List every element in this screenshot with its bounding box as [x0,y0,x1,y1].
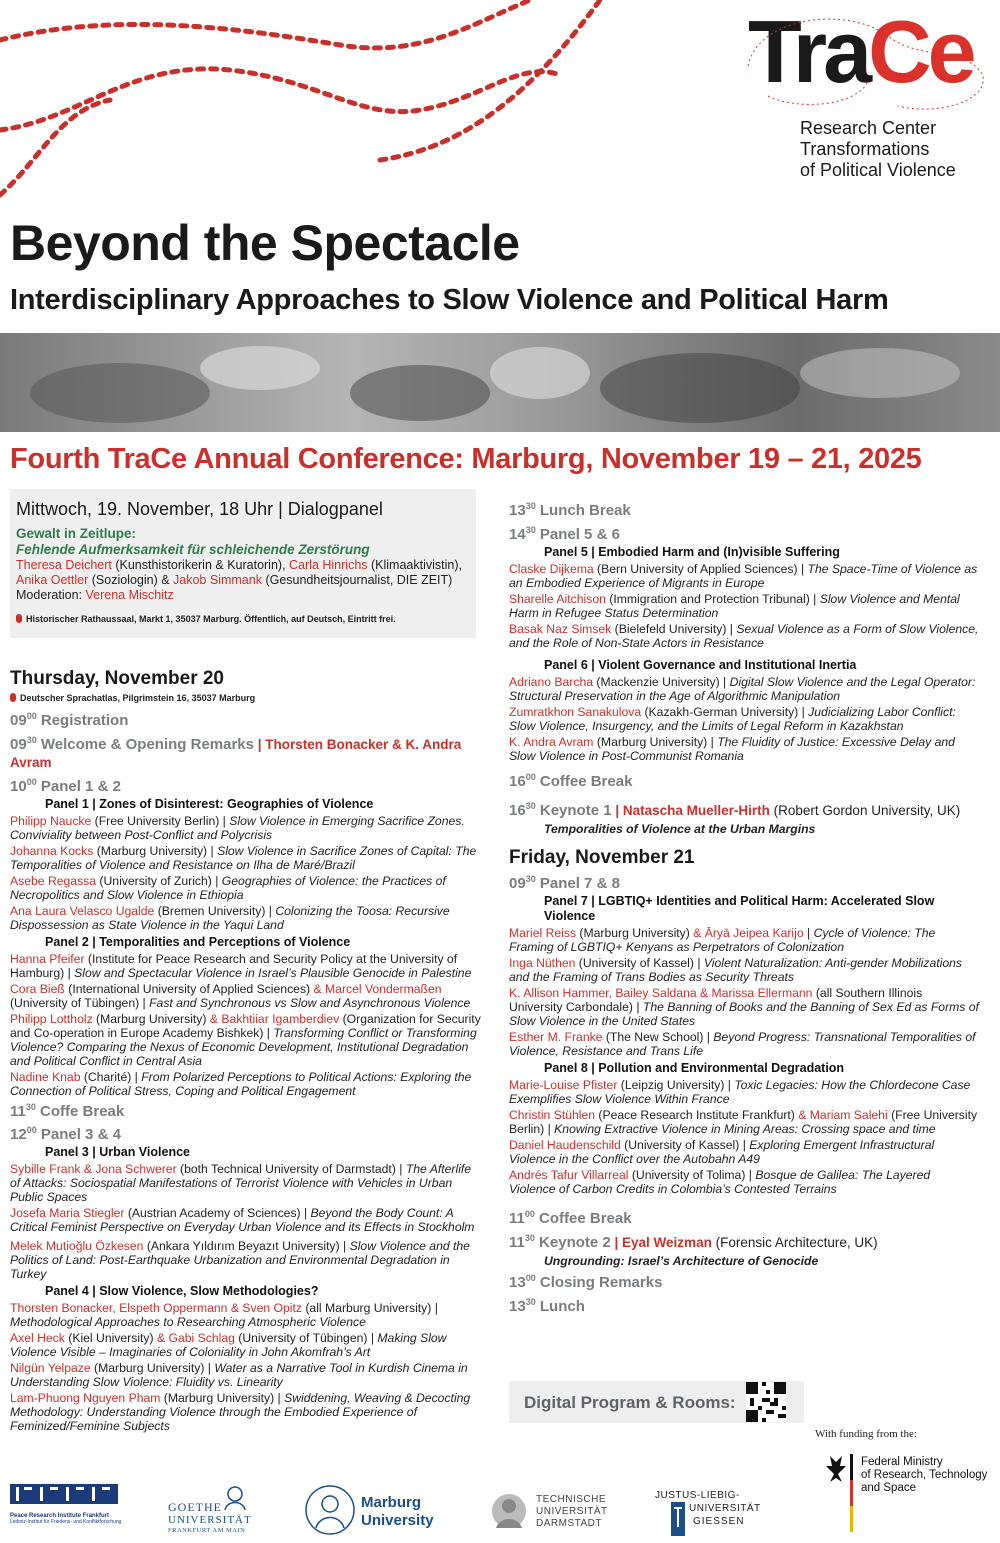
banner-photo [0,333,1000,432]
qr-code-icon[interactable] [746,1382,786,1422]
logo-sub-line: Transformations [800,139,930,159]
talk-item: Josefa Maria Stiegler (Austrian Academy of Sciences) | Beyond the Body Count: A Critical Feminist Perspective on Everyday Urban Violence and its Effects in Stockholm [10,1206,475,1234]
logo-ce: Ce [868,2,973,101]
talk-item: Basak Naz Simsek (Bielefeld University) | Sexual Violence as a Form of Slow Violence, and the Role of Non-State Actors in Resistance [509,622,979,650]
logo-subtitle [800,118,990,181]
goethe-portrait-icon [222,1484,248,1510]
dialogpanel-moderation: Moderation: Verena Mischitz [16,588,174,602]
federal-eagle-icon [818,1452,856,1532]
dialogpanel-topic-sub: Fehlende Aufmerksamkeit für schleichende Zerstörung [16,542,370,557]
panel-title: Panel 5 | Embodied Harm and (In)visible Suffering [544,545,840,559]
goethe-logo: GOETHE UNIVERSITÄT FRANKFURT AM MAIN [168,1478,258,1538]
marburg-logo: Marburg University [304,1478,444,1538]
tu-darmstadt-emblem-icon [490,1490,528,1532]
talk-item: K. Andra Avram (Marburg University) | The Fluidity of Justice: Excessive Delay and Slow Violence in Post-Communist Romania [509,735,955,763]
slot-panel-1-2: $10^{00}$ Panel 1 & 2 [10,777,121,795]
slot-panel-3-4: $12^{00}$ Panel 3 & 4 [10,1125,121,1143]
talk-item: Claske Dijkema (Bern University of Applied Sciences) | The Space-Time of Violence as an Embodied Experience of Migrants in Europe [509,562,978,590]
digital-program-box [509,1381,804,1423]
conference-headline: Fourth TraCe Annual Conference: Marburg, November 19 – 21, 2025 [10,443,922,475]
talk-item: Thorsten Bonacker, Elspeth Oppermann & Sven Opitz (all Marburg University) | Methodological Approaches to Researching Atmospheric Violence [10,1301,438,1329]
talk-item: Hanna Pfeifer (Institute for Peace Research and Security Policy at the University of Hamburg) | Slow and Spectacular Violence in Israel’s Plausible Genocide in Palestine [10,952,472,980]
talk-item: Philipp Lottholz (Marburg University) & Bakhtiiar Igamberdiev (Organization for Security and Co-operation in Europe Academy Bishkek) | Transforming Conflict or Transforming Violence? Comparing the Nexus of Economic Development, Institutional Degradation and Political Conflict in Central Asia [10,1012,481,1068]
dialogpanel-speakers: Anika Oettler (Soziologin) & Jakob Simmank (Gesundheitsjournalist, DIE ZEIT) [16,573,453,587]
day-heading: Thursday, November 20 [10,668,225,689]
talk-item: Inga Nüthen (University of Kassel) | Violent Naturalization: Anti-gender Mobilizations and the Framing of Trans Bodies as Security Threats [509,956,962,984]
slot-coffee-break: $11^{30}$ Coffe Break [10,1102,125,1120]
talk-item: Daniel Haudenschild (University of Kassel) | Exploring Emergent Infrastructural Violence in the Conflict over the Autobahn A49 [509,1138,935,1166]
panel-title: Panel 7 | LGBTIQ+ Identities and Political Harm: Accelerated Slow Violence [544,894,935,923]
slot-lunch: $13^{30}$ Lunch [509,1297,585,1315]
talk-item: Nilgün Yelpaze (Marburg University) | Water as a Narrative Tool in Kurdish Cinema in Understanding Slow Violence: Fluidity vs. Linearity [10,1361,468,1389]
bmbf-name: Federal Ministry of Research, Technology and Space [861,1456,988,1494]
dialogpanel-topic: Gewalt in Zeitlupe: [16,526,137,541]
location-pin-icon [10,693,16,702]
dialogpanel-location: Historischer Rathaussaal, Markt 1, 35037 Marburg. Öffentlich, auf Deutsch, Eintritt frei. [16,613,470,625]
jlu-emblem-icon [671,1502,685,1536]
dialogpanel-speakers: Theresa Deichert (Kunsthistorikerin & Kuratorin), Carla Hinrichs (Klimaaktivistin), [16,558,462,572]
panel-title: Panel 2 | Temporalities and Perceptions of Violence [45,935,351,949]
talk-item: Melek Mutioğlu Özkesen (Ankara Yıldırım Beyazıt University) | Slow Violence and the Politics of Land: Post-Earthquake Urbanization and Environmental Degradation in Turkey [10,1239,470,1281]
page-subtitle: Interdisciplinary Approaches to Slow Violence and Political Harm [10,284,889,316]
logo-tr: Tr [748,2,824,101]
talk-item: Cora Bieß (International University of Applied Sciences) & Marcel Vondermaßen (University of Tübingen) | Fast and Synchronous vs Slow and Asynchronous Violence [10,982,471,1010]
logo-a: a [823,2,869,101]
talk-item: Christin Stühlen (Peace Research Institute Frankfurt) & Mariam Salehi (Free University Berlin) | Knowing Extractive Violence in Mining Areas: Crossing space and time [509,1108,978,1136]
slot-welcome: $09^{30}$ Welcome & Opening Remarks | Thorsten Bonacker & K. Andra Avram [10,735,462,770]
dialogpanel-heading: Mittwoch, 19. November, 18 Uhr | Dialogpanel [16,499,383,519]
talk-item: Philipp Naucke (Free University Berlin) | Slow Violence in Emerging Sacrifice Zones. Conviviality between Post-Conflict and Polycrisis [10,814,465,842]
talk-item: Asebe Regassa (University of Zurich) | Geographies of Violence: the Practices of Necropolitics and Slow Violence in Ethiopia [10,874,446,902]
talk-item: Adriano Barcha (Mackenzie University) | Digital Slow Violence and the Legal Operator: Structural Preservation in the Age of Algorithmic Manipulation [509,675,976,703]
panel-title: Panel 8 | Pollution and Environmental Degradation [544,1061,845,1075]
slot-closing-remarks: $13^{00}$ Closing Remarks [509,1273,663,1291]
talk-item: K. Allison Hammer, Bailey Saldana & Marissa Ellermann (all Southern Illinois University Carbondale) | The Banning of Books and the Banning of Sex Ed as Forms of Slow Violence in the United States [509,986,979,1028]
keynote-title: Temporalities of Violence at the Urban Margins [544,822,816,836]
slot-lunch-break: $13^{30}$ Lunch Break [509,501,631,519]
panel-title: Panel 3 | Urban Violence [45,1145,190,1159]
dialogpanel-box [10,489,476,638]
slot-panel-7-8: $09^{30}$ Panel 7 & 8 [509,874,620,892]
day-heading: Friday, November 21 [509,847,695,868]
jlu-giessen-logo: JUSTUS-LIEBIG- UNIVERSITÄT GIESSEN [655,1478,770,1538]
panel-title: Panel 4 | Slow Violence, Slow Methodologies? [45,1284,319,1298]
slot-coffee-break: $16^{00}$ Coffee Break [509,772,633,790]
logo-sub-line: of Political Violence [800,160,956,180]
prif-name: Peace Research Institute Frankfurt [10,1513,110,1519]
talk-item: Esther M. Franke (The New School) | Beyond Progress: Transnational Temporalities of Violence, Resistance and Trans Life [509,1030,976,1058]
thursday-location: Deutscher Sprachatlas, Pilgrimstein 16, 35037 Marburg [10,692,482,704]
panel-title: Panel 1 | Zones of Disinterest: Geographies of Violence [45,797,374,811]
digital-program-label: Digital Program & Rooms: [524,1393,736,1412]
tu-darmstadt-logo: TECHNISCHE UNIVERSITÄT DARMSTADT [490,1478,620,1538]
slot-keynote-1: $16^{30}$ Keynote 1 | Natascha Mueller-Hirth (Robert Gordon University, UK) [509,801,961,819]
talk-item: Zumratkhon Sanakulova (Kazakh-German University) | Judicializing Labor Conflict: Slow Violence, Insurgency, and the Limits of Legal Reform in Kazakhstan [509,705,956,733]
keynote-title: Ungrounding: Israel’s Architecture of Genocide [544,1254,819,1268]
location-pin-icon [16,614,22,623]
talk-item: Sharelle Aitchison (Immigration and Protection Tribunal) | Slow Violence and Mental Harm in Refugee Status Determination [509,592,960,620]
talk-item: Nadine Knab (Charité) | From Polarized Perceptions to Political Actions: Exploring the Connection of Political Stress, Coping and Political Engagement [10,1070,472,1098]
logo-swirl-icon [738,6,988,118]
thursday-schedule [10,668,482,1433]
slot-registration: $09^{00}$ Registration [10,711,129,729]
funding-note: With funding from the: [815,1428,917,1440]
talk-item: Ana Laura Velasco Ugalde (Bremen University) | Colonizing the Toosa: Recursive Dispossession as State Violence in the Yaqui Land [10,904,450,932]
marburg-seal-icon [304,1484,356,1536]
slot-panel-5-6: $14^{30}$ Panel 5 & 6 [509,525,620,543]
slot-keynote-2: $11^{30}$ Keynote 2 | Eyal Weizman (Forensic Architecture, UK) [509,1233,878,1251]
logo-sub-line: Research Center [800,118,937,138]
decorative-dotted-lines [0,0,620,200]
slot-coffee-break: $11^{00}$ Coffee Break [509,1209,632,1227]
talk-item: Marie-Louise Pfister (Leipzig University) | Toxic Legacies: How the Chlordecone Case Exemplifies Slow Violence Within France [509,1078,971,1106]
talk-item: Axel Heck (Kiel University) & Gabi Schlag (University of Tübingen) | Making Slow Violence Visible – Imaginaries of Coloniality in John Akomfrah’s Art [10,1331,447,1359]
panel-title: Panel 6 | Violent Governance and Institutional Inertia [544,658,857,672]
page-title: Beyond the Spectacle [10,215,520,271]
talk-item: Mariel Reiss (Marburg University) & Āryā Jeipea Karijo | Cycle of Violence: The Framing of LGBTIQ+ Kenyans as Perpetrators of Colonization [509,926,936,954]
prif-logo [10,1478,122,1538]
talk-item: Sybille Frank & Jona Schwerer (both Technical University of Darmstadt) | The Afterlife of Attacks: Sociospatial Manifestations of Terrorist Violence with Vehicles in Urban Public Spaces [10,1162,472,1204]
right-schedule [509,498,979,1316]
talk-item: Lam-Phuong Nguyen Pham (Marburg University) | Swiddening, Weaving & Decocting Methodology: Understanding Violence through the Embodied Experience of Feminized/Feminine Subjects [10,1391,471,1433]
talk-item: Johanna Kocks (Marburg University) | Slow Violence in Sacrifice Zones of Capital: The Temporalities of Violence and Resistance on Ilha de Maré/Brazil [10,844,477,872]
talk-item: Andrés Tafur Villarreal (University of Tolima) | Bosque de Galilea: The Layered Violence of Carbon Credits in Colombia’s Contested Terrains [509,1168,931,1196]
prif-subname: Leibniz-Institut für Friedens- und Konfliktforschung [10,1519,122,1525]
